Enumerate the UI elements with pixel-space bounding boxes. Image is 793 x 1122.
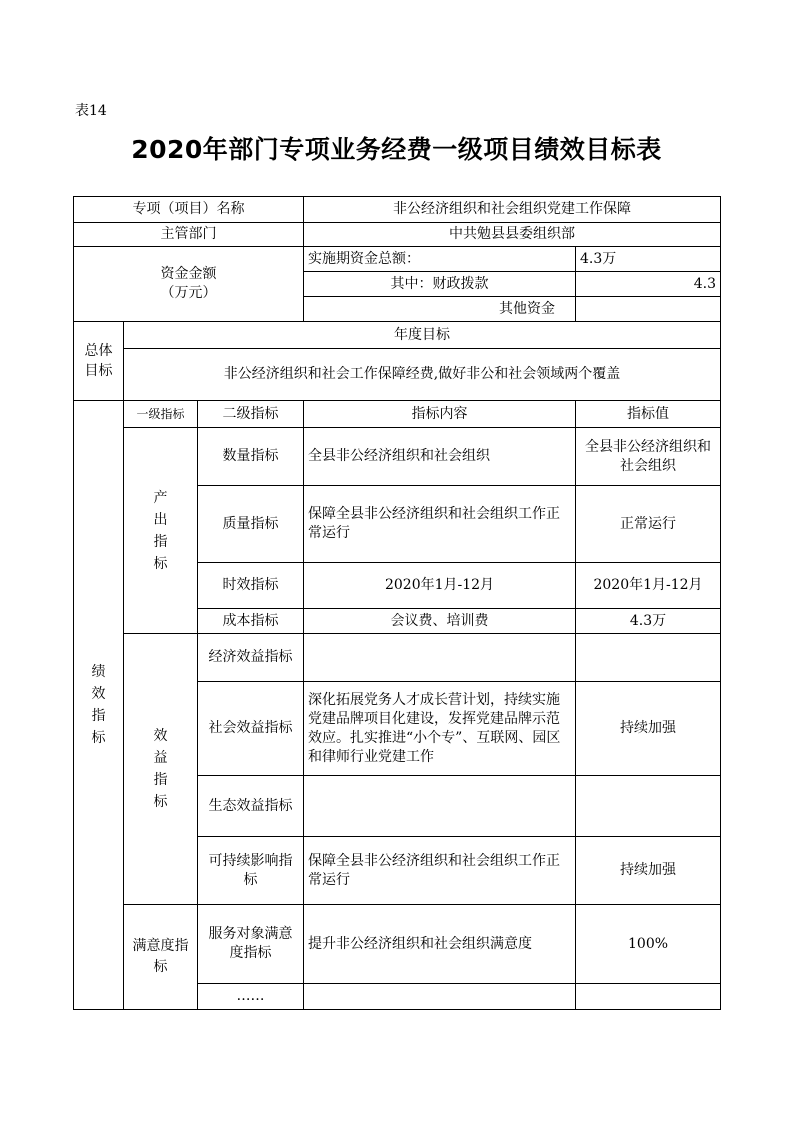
funds-total-label: 实施期资金总额： bbox=[304, 247, 576, 272]
header-value: 指标值 bbox=[576, 401, 721, 428]
table-row bbox=[74, 905, 721, 984]
project-name-value: 非公经济组织和社会组织党建工作保障 bbox=[304, 197, 721, 223]
year-goal-header-row bbox=[74, 322, 721, 349]
indicator-value: 持续加强 bbox=[576, 837, 721, 905]
indicator-name: 质量指标 bbox=[198, 486, 304, 563]
indicator-name: 经济效益指标 bbox=[198, 634, 304, 682]
output-indicator-label-text: 产出指标 bbox=[153, 489, 168, 572]
year-goal-row bbox=[74, 349, 721, 401]
overall-goal-label-text: 总体目标 bbox=[84, 343, 113, 379]
dept-label: 主管部门 bbox=[74, 223, 304, 247]
benefit-indicator-label bbox=[124, 634, 198, 905]
funds-total-value: 4.3万 bbox=[576, 247, 721, 272]
year-goal-text: 非公经济组织和社会工作保障经费,做好非公和社会领域两个覆盖 bbox=[124, 349, 721, 401]
indicator-content: 保障全县非公经济组织和社会组织工作正常运行 bbox=[304, 837, 576, 905]
indicator-name: 服务对象满意度指标 bbox=[198, 905, 304, 984]
funds-label-text: 资金金额 bbox=[160, 266, 217, 282]
funds-fiscal-label: 其中：财政拨款 bbox=[304, 272, 576, 297]
funds-unit-text: （万元） bbox=[160, 285, 217, 301]
table-row bbox=[74, 428, 721, 486]
indicator-name: 时效指标 bbox=[198, 563, 304, 609]
indicator-content: 2020年1月-12月 bbox=[304, 563, 576, 609]
funds-total-row bbox=[74, 247, 721, 272]
indicator-name: 成本指标 bbox=[198, 609, 304, 634]
indicator-value: 2020年1月-12月 bbox=[576, 563, 721, 609]
indicator-name: 可持续影响指标 bbox=[198, 837, 304, 905]
funds-other-label: 其他资金 bbox=[304, 297, 576, 322]
indicator-header-row bbox=[74, 401, 721, 428]
indicator-content: 全县非公经济组织和社会组织 bbox=[304, 428, 576, 486]
funds-label bbox=[74, 247, 304, 322]
indicator-content: 深化拓展党务人才成长营计划，持续实施党建品牌项目化建设，发挥党建品牌示范效应。扎实推进“小个专”、互联网、园区和律师行业党建工作 bbox=[304, 682, 576, 776]
dept-value: 中共勉县县委组织部 bbox=[304, 223, 721, 247]
indicator-content: 会议费、培训费 bbox=[304, 609, 576, 634]
perf-indicator-label bbox=[74, 401, 124, 1010]
header-level1: 一级指标 bbox=[124, 401, 198, 428]
indicator-value: 100% bbox=[576, 905, 721, 984]
perf-indicator-label-text: 绩效指标 bbox=[91, 664, 106, 746]
satisfaction-indicator-label: 满意度指标 bbox=[124, 905, 198, 1010]
benefit-indicator-label-text: 效益指标 bbox=[153, 728, 168, 810]
indicator-content: 保障全县非公经济组织和社会组织工作正常运行 bbox=[304, 486, 576, 563]
header-level2: 二级指标 bbox=[198, 401, 304, 428]
header-content: 指标内容 bbox=[304, 401, 576, 428]
indicator-name: …… bbox=[198, 984, 304, 1010]
indicator-content: 提升非公经济组织和社会组织满意度 bbox=[304, 905, 576, 984]
indicator-content bbox=[304, 634, 576, 682]
indicator-value bbox=[576, 634, 721, 682]
indicator-value: 4.3万 bbox=[576, 609, 721, 634]
table-row bbox=[74, 634, 721, 682]
indicator-name: 数量指标 bbox=[198, 428, 304, 486]
indicator-value: 持续加强 bbox=[576, 682, 721, 776]
output-indicator-label bbox=[124, 428, 198, 634]
page-title: 2020年部门专项业务经费一级项目绩效目标表 bbox=[131, 135, 662, 164]
performance-table bbox=[73, 196, 721, 1010]
overall-goal-label bbox=[74, 322, 124, 401]
indicator-name: 生态效益指标 bbox=[198, 776, 304, 837]
funds-fiscal-value: 4.3 bbox=[576, 272, 721, 297]
project-name-row bbox=[74, 197, 721, 223]
year-goal-label: 年度目标 bbox=[124, 322, 721, 349]
indicator-content bbox=[304, 984, 576, 1010]
indicator-value: 全县非公经济组织和社会组织 bbox=[576, 428, 721, 486]
table-number: 表14 bbox=[75, 103, 107, 119]
funds-other-value bbox=[576, 297, 721, 322]
indicator-content bbox=[304, 776, 576, 837]
dept-row bbox=[74, 223, 721, 247]
indicator-name: 社会效益指标 bbox=[198, 682, 304, 776]
indicator-value bbox=[576, 776, 721, 837]
project-name-label: 专项（项目）名称 bbox=[74, 197, 304, 223]
indicator-value bbox=[576, 984, 721, 1010]
indicator-value: 正常运行 bbox=[576, 486, 721, 563]
